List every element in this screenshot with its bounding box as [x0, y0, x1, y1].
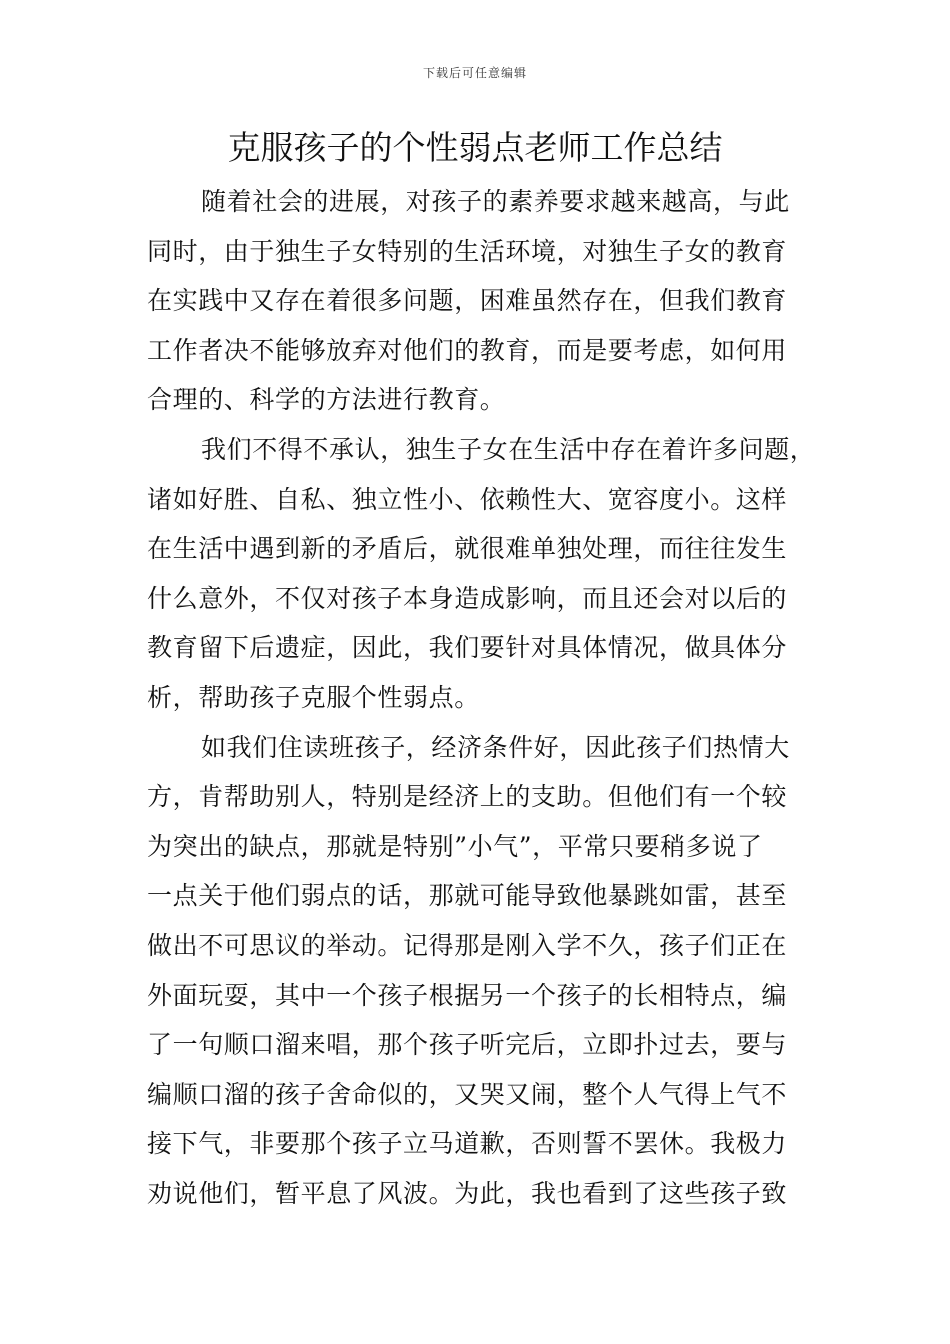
paragraph-line: 外面玩耍，其中一个孩子根据另一个孩子的长相特点，编 — [147, 980, 788, 1010]
paragraph-line: 在实践中又存在着很多问题，困难虽然存在，但我们教育 — [147, 286, 788, 316]
paragraph-line: 诸如好胜、自私、独立性小、依赖性大、宽容度小。这样 — [147, 484, 788, 514]
paragraph-line: 了一句顺口溜来唱，那个孩子听完后，立即扑过去，要与 — [147, 1030, 788, 1060]
paragraph-line: 我们不得不承认，独生子女在生活中存在着许多问题， — [201, 434, 816, 464]
paragraph-line: 做出不可思议的举动。记得那是刚入学不久，孩子们正在 — [147, 930, 788, 960]
paragraph-line: 在生活中遇到新的矛盾后，就很难单独处理，而往往发生 — [147, 534, 788, 564]
paragraph-line: 编顺口溜的孩子舍命似的，又哭又闹，整个人气得上气不 — [147, 1079, 788, 1109]
header-note: 下载后可任意编辑 — [422, 66, 527, 80]
document-body — [147, 177, 827, 1218]
paragraph-line: 工作者决不能够放弃对他们的教育，而是要考虑，如何用 — [147, 335, 788, 365]
paragraph-1 — [147, 177, 827, 425]
document-title: 克服孩子的个性弱点老师工作总结 — [227, 128, 723, 167]
paragraph-line: 一点关于他们弱点的话，那就可能导致他暴跳如雷，甚至 — [147, 881, 788, 911]
paragraph-line: 同时，由于独生子女特别的生活环境，对独生子女的教育 — [147, 236, 788, 266]
paragraph-line: 合理的、科学的方法进行教育。 — [147, 385, 506, 415]
paragraph-line: 析，帮助孩子克服个性弱点。 — [147, 682, 480, 712]
paragraph-2 — [147, 425, 827, 723]
paragraph-line: 教育留下后遗症，因此，我们要针对具体情况，做具体分 — [147, 633, 788, 663]
paragraph-line: 接下气，非要那个孩子立马道歉，否则誓不罢休。我极力 — [147, 1129, 788, 1159]
paragraph-line: 什么意外，不仅对孩子本身造成影响，而且还会对以后的 — [147, 583, 788, 613]
paragraph-line: 为突出的缺点，那就是特别”小气”，平常只要稍多说了 — [147, 831, 763, 861]
paragraph-line: 劝说他们，暂平息了风波。为此，我也看到了这些孩子致 — [147, 1178, 788, 1208]
paragraph-line: 如我们住读班孩子，经济条件好，因此孩子们热情大 — [201, 732, 790, 762]
paragraph-3 — [147, 723, 827, 1219]
paragraph-line: 方，肯帮助别人，特别是经济上的支助。但他们有一个较 — [147, 782, 788, 812]
paragraph-line: 随着社会的进展，对孩子的素养要求越来越高，与此 — [201, 187, 790, 216]
